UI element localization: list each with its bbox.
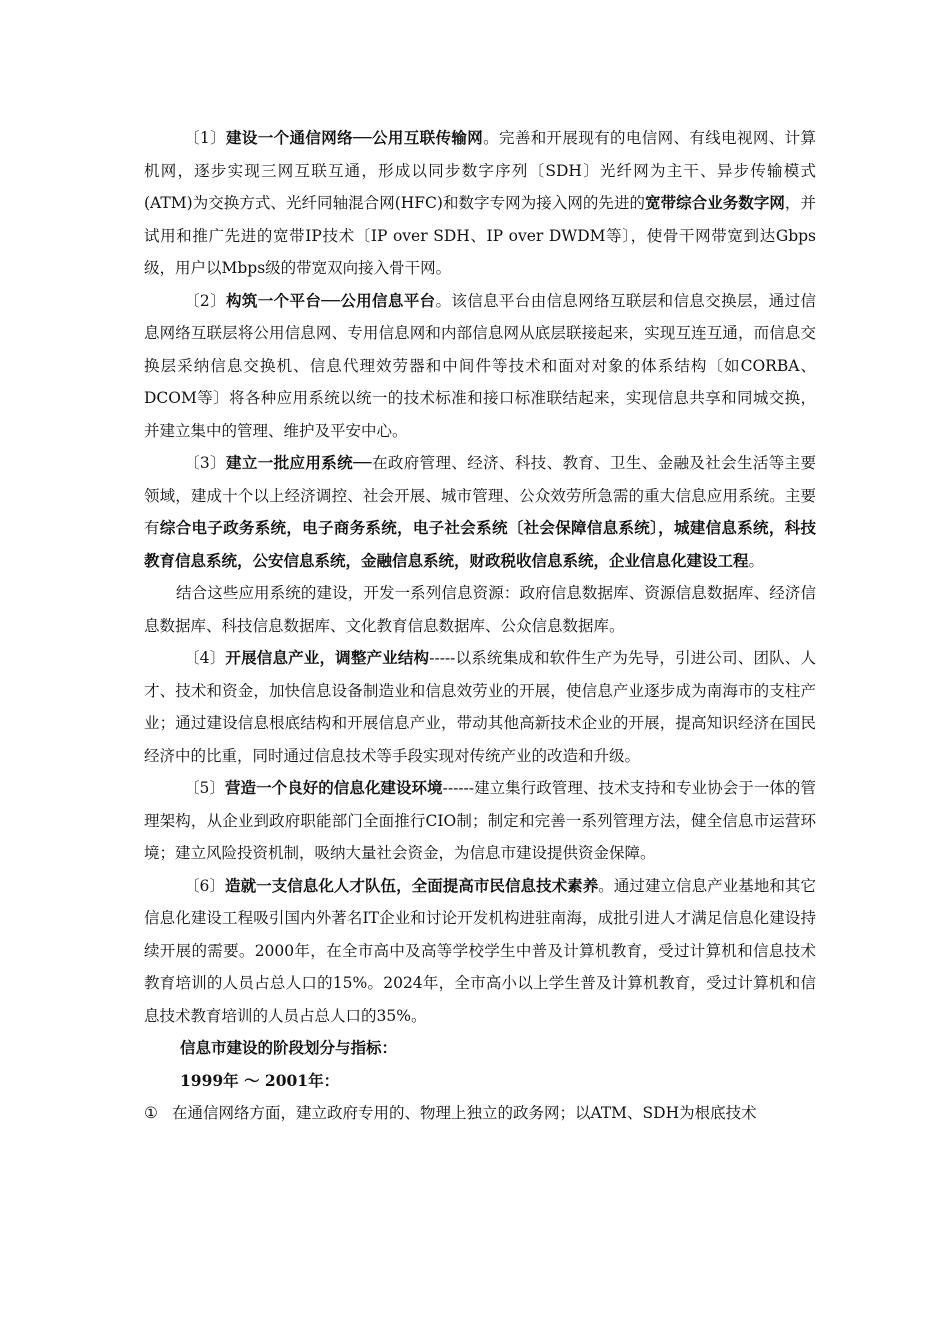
section-heading: 信息市建设的阶段划分与指标： — [180, 1038, 398, 1057]
bold-system-list: 综合电子政务系统，电子商务系统，电子社会系统〔社会保障信息系统〕，城建信息系统，科技教育信息系统，公安信息系统，金融信息系统，财政税收信息系统，企业信息化建设工程 — [144, 518, 816, 570]
item-number: 〔2〕 — [184, 291, 226, 310]
paragraph-environment — [144, 772, 816, 870]
paragraph-text: 。该信息平台由信息网络互联层和信息交换层，通过信息网络互联层将公用信息网、专用信息网和内部信息网从底层联接起来，实现互连互通，而信息交换层采纳信息交换机、信息代理效劳器和中间件等技术和面对对象的体系结构〔如CORBA、DCOM等〕将各种应用系统以统一的技术标准和接口标准联结起来，实现信息共享和同城交换，并建立集中的管理、维护及平安中心。 — [144, 291, 816, 440]
paragraph-text: 。完善和开展现有的电信网、有线电视网、计算机网，逐步实现三网互联互通，形成以同步数字序列〔SDH〕光纤网为主干、异步传输模式(ATM)为交换方式、光纤同轴混合网(HFC)和数字专网为接入网的先进的 — [144, 129, 816, 212]
item-title: 建立一批应用系统── — [225, 453, 372, 472]
paragraph-text: 结合这些应用系统的建设，开发一系列信息资源：政府信息数据库、资源信息数据库、经济信息数据库、科技信息数据库、文化教育信息数据库、公众信息数据库。 — [144, 584, 816, 635]
paragraph-info-platform — [144, 285, 816, 448]
item-number: 〔3〕 — [184, 454, 226, 472]
paragraph-talent — [144, 870, 816, 1033]
paragraph-text: ，并试用和推广先进的宽带IP技术〔IP over SDH、IP over DWDM等〕，使骨干网带宽到达Gbps级，用户以Mbps级的带宽双向接入骨干网。 — [144, 194, 816, 277]
bold-term: 宽带综合业务数字网 — [645, 193, 785, 212]
item-title: 开展信息产业，调整产业结构 — [225, 648, 430, 667]
item-title: 构筑一个平台──公用信息平台 — [225, 290, 436, 310]
item-title: 造就一支信息化人才队伍，全面提高市民信息技术素养 — [225, 875, 599, 895]
paragraph-text: -----以系统集成和软件生产为先导，引进公司、团队、人才、技术和资金，加快信息设备制造业和信息效劳业的开展，使信息产业逐步成为南海市的支柱产业；通过建设信息根底结构和开展信息产业，带动其他高新技术企业的开展，提高知识经济在国民经济中的比重，同时通过信息技术等手段实现对传统产业的改造和升级。 — [144, 649, 816, 765]
paragraph-communication-network — [144, 122, 816, 285]
paragraph-text: 。 — [748, 551, 765, 570]
list-item — [144, 1097, 816, 1130]
item-number: 〔5〕 — [184, 779, 225, 797]
document-page — [144, 122, 816, 1130]
paragraph-info-resources — [144, 577, 816, 642]
item-number: 〔4〕 — [184, 649, 226, 667]
paragraph-text: ------建立集行政管理、技术支持和专业协会于一体的管理架构，从企业到政府职能部门全面推行CIO制；制定和完善一系列管理方法，健全信息市运营环境；建立风险投资机制，吸纳大量社会资金，为信息市建设提供资金保障。 — [144, 779, 816, 862]
period-heading: 1999年 ～ 2001年： — [180, 1070, 340, 1090]
item-title: 建设一个通信网络──公用互联传输网 — [225, 128, 484, 147]
item-title: 营造一个良好的信息化建设环境 — [225, 778, 443, 797]
paragraph-application-systems — [144, 447, 816, 577]
list-item-text: 在通信网络方面，建立政府专用的、物理上独立的政务网；以ATM、SDH为根底技术 — [172, 1104, 757, 1122]
item-number: 〔1〕 — [184, 129, 226, 147]
item-number: 〔6〕 — [184, 876, 226, 895]
paragraph-text: 。通过建立信息产业基地和其它信息化建设工程吸引国内外著名IT企业和讨论开发机构进驻南海，成批引进人才满足信息化建设持续开展的需要。2000年，在全市高中及高等学校学生中普及计算机教育，受过计算机和信息技术教育培训的人员占总人口的15%。2024年，全市高小以上学生普及计算机教育，受过计算机和信息技术教育培训的人员占总人口的35%。 — [144, 876, 816, 1025]
list-marker: ① — [144, 1104, 158, 1122]
paragraph-info-industry — [144, 642, 816, 772]
paragraph-text: 在政府管理、经济、科技、教育、卫生、金融及社会生活等主要领域，建成十个以上经济调控、社会开展、城市管理、公众效劳所急需的重大信息应用系统。主要有 — [144, 454, 816, 537]
